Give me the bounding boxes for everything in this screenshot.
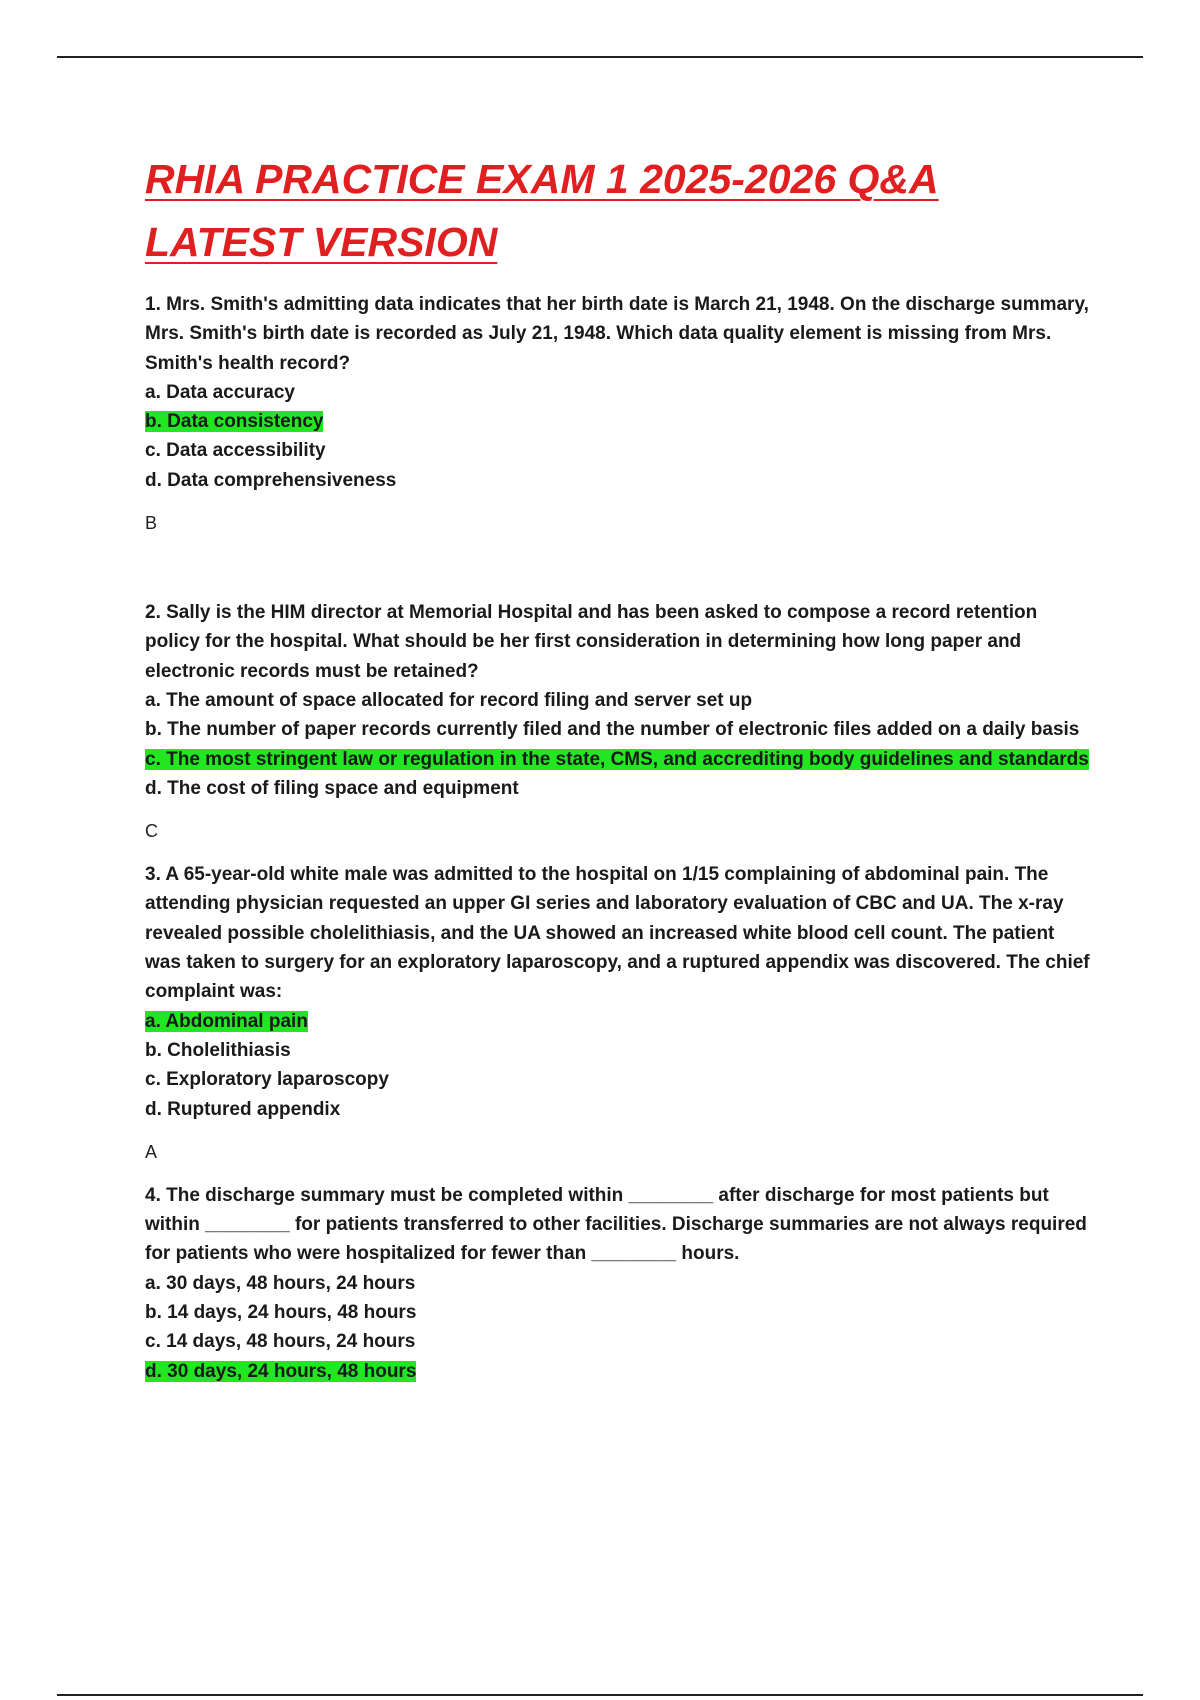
answer-key: B (145, 513, 158, 534)
option-list (145, 378, 1095, 495)
option-c: c. Data accessibility (145, 440, 326, 462)
option-d-correct: d. 30 days, 24 hours, 48 hours (145, 1360, 417, 1382)
bottom-rule (57, 1694, 1143, 1696)
option-d: d. Data comprehensiveness (145, 469, 397, 491)
option-list (145, 686, 1095, 803)
question-text: 1. Mrs. Smith's admitting data indicates that her birth date is March 21, 1948. On the discharge summary, Mrs. Smith's birth date is recorded as July 21, 1948. Which data quality element is missing from Mrs. Smith's health record? (145, 294, 1089, 374)
option-c: c. 14 days, 48 hours, 24 hours (145, 1331, 416, 1353)
option-a: a. 30 days, 48 hours, 24 hours (145, 1272, 416, 1294)
page-title (145, 148, 1095, 274)
option-a: a. Data accuracy (145, 381, 295, 403)
question-4 (145, 1181, 1095, 1386)
top-rule (57, 56, 1143, 58)
option-list (145, 1007, 1095, 1124)
question-text: 4. The discharge summary must be completed within ________ after discharge for most patients but within ________ for patients transferred to other facilities. Discharge summaries are not always required for patients who were hospitalized for fewer than ________ hours. (145, 1184, 1087, 1265)
answer-key: C (145, 821, 158, 842)
option-b: b. 14 days, 24 hours, 48 hours (145, 1302, 417, 1324)
question-text: 3. A 65-year-old white male was admitted to the hospital on 1/15 complaining of abdominal pain. The attending physician requested an upper GI series and laboratory evaluation of CBC and UA. The x-ray revealed possible cholelithiasis, and the UA showed an increased white blood cell count. The patient was taken to surgery for an exploratory laparoscopy, and a ruptured appendix was discovered. The chief complaint was: (145, 864, 1090, 1003)
question-text: 2. Sally is the HIM director at Memorial Hospital and has been asked to compose a record retention policy for the hospital. What should be her first consideration in determining how long paper and electronic records must be retained? (145, 602, 1038, 682)
question-1 (145, 290, 1095, 538)
title-line-1: RHIA PRACTICE EXAM 1 2025-2026 Q&A (145, 156, 939, 202)
option-list (145, 1269, 1095, 1386)
option-d: d. Ruptured appendix (145, 1098, 341, 1120)
option-b: b. Cholelithiasis (145, 1039, 291, 1061)
page-content (145, 148, 1095, 1386)
option-a: a. The amount of space allocated for record filing and server set up (145, 689, 753, 711)
option-a-correct: a. Abdominal pain (145, 1010, 308, 1032)
option-c: c. Exploratory laparoscopy (145, 1069, 389, 1091)
answer-key: A (145, 1141, 158, 1162)
title-line-2: LATEST VERSION (145, 219, 498, 265)
question-2 (145, 598, 1095, 846)
question-3 (145, 860, 1095, 1167)
option-b-correct: b. Data consistency (145, 411, 324, 433)
option-c-correct: c. The most stringent law or regulation in the state, CMS, and accrediting body guidelines and standards (145, 748, 1089, 770)
option-b: b. The number of paper records currently filed and the number of electronic files added on a daily basis (145, 719, 1080, 741)
option-d: d. The cost of filing space and equipment (145, 777, 519, 799)
